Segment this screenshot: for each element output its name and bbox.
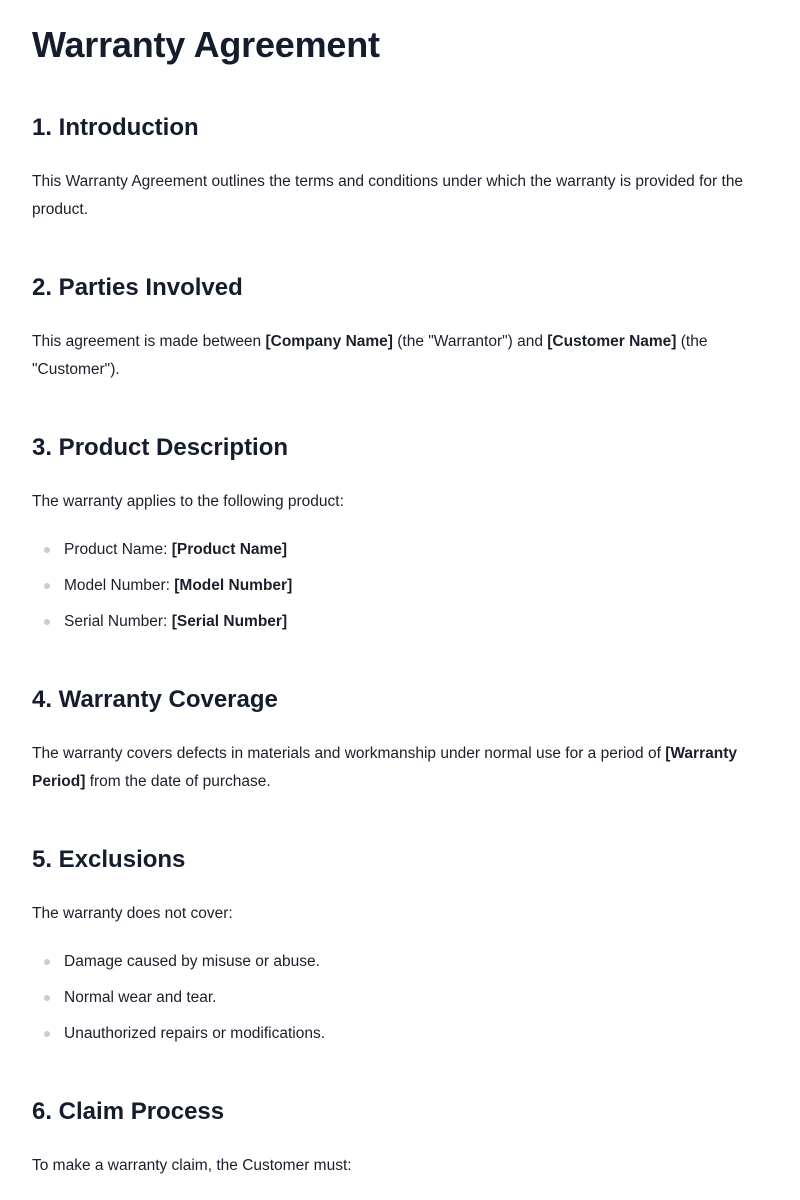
serial-number-placeholder: [Serial Number] <box>171 613 288 630</box>
warranty-period-placeholder: [Warranty Period] <box>32 745 737 790</box>
section-heading-parties: 2. Parties Involved <box>32 274 243 301</box>
list-item-exclusion: Normal wear and tear. <box>32 980 325 1016</box>
exclusions-list <box>32 944 325 1052</box>
section-heading-exclusions: 5. Exclusions <box>32 846 186 873</box>
coverage-text-start: The warranty covers defects in materials and workmanship under normal use for a period of <box>32 745 666 762</box>
introduction-paragraph: This Warranty Agreement outlines the terms and conditions under which the warranty is provided for the product. <box>32 173 744 218</box>
product-details-list <box>32 532 292 640</box>
parties-text-start: This agreement is made between <box>32 333 266 350</box>
parties-text-middle: (the "Warrantor") and <box>392 333 548 350</box>
section-heading-coverage: 4. Warranty Coverage <box>32 686 278 713</box>
product-name-label: Product Name: <box>64 541 172 558</box>
section-heading-product: 3. Product Description <box>32 434 289 461</box>
document-title: Warranty Agreement <box>32 24 380 65</box>
section-heading-claim: 6. Claim Process <box>32 1098 225 1125</box>
parties-paragraph <box>32 328 768 384</box>
list-item-product-name <box>32 532 292 568</box>
product-name-placeholder: [Product Name] <box>171 541 288 558</box>
model-number-label: Model Number: <box>64 577 175 594</box>
coverage-paragraph <box>32 740 768 796</box>
list-item-exclusion: Damage caused by misuse or abuse. <box>32 944 325 980</box>
section-heading-introduction: 1. Introduction <box>32 114 199 141</box>
list-item-serial-number <box>32 604 292 640</box>
list-item-model-number <box>32 568 292 604</box>
serial-number-label: Serial Number: <box>64 613 172 630</box>
claim-intro: To make a warranty claim, the Customer must: <box>32 1157 352 1174</box>
model-number-placeholder: [Model Number] <box>174 577 293 594</box>
customer-name-placeholder: [Customer Name] <box>547 333 677 350</box>
exclusions-intro: The warranty does not cover: <box>32 905 233 922</box>
product-intro: The warranty applies to the following product: <box>32 493 344 510</box>
list-item-exclusion: Unauthorized repairs or modifications. <box>32 1016 325 1052</box>
parties-text-end: (the "Customer"). <box>32 333 708 378</box>
coverage-text-end: from the date of purchase. <box>85 773 271 790</box>
company-name-placeholder: [Company Name] <box>265 333 393 350</box>
